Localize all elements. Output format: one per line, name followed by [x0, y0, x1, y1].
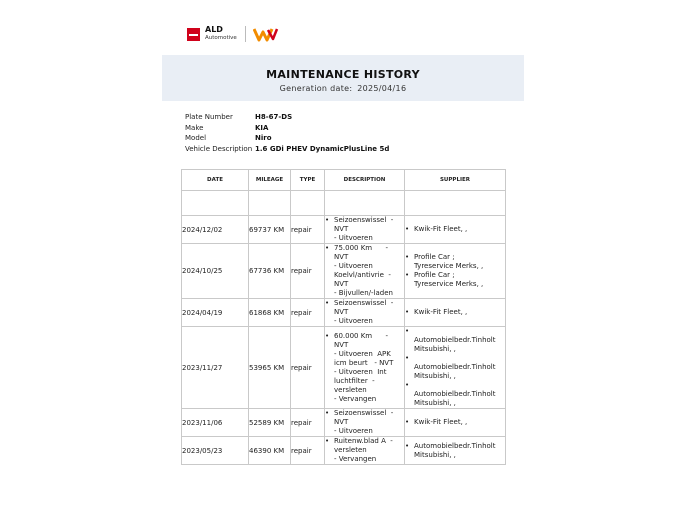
mileage-cell: 61868 KM — [249, 299, 291, 327]
supplier-cell — [405, 299, 506, 327]
supplier-item — [405, 418, 505, 427]
ald-subtitle: Automotive — [205, 35, 237, 41]
description-item — [325, 437, 404, 464]
table-row — [182, 437, 506, 465]
generation-date-line — [162, 84, 524, 93]
type-cell: repair — [291, 299, 325, 327]
supplier-item — [405, 327, 505, 354]
supplier-text: Automobielbedr.Tinholt Mitsubishi, , — [414, 363, 496, 380]
ald-logo-icon — [187, 28, 200, 41]
description-item — [325, 216, 404, 243]
description-text: Seizoenswissel - NVT - Uitvoeren — [334, 299, 394, 325]
w-brand-logo-icon — [253, 26, 279, 42]
supplier-item — [405, 354, 505, 381]
date-cell: 2023/05/23 — [182, 437, 249, 465]
empty-cell — [291, 191, 325, 216]
bullet-icon: • — [405, 327, 410, 335]
vehicle-info-value: KIA — [255, 123, 269, 132]
empty-cell — [325, 191, 405, 216]
date-cell: 2024/04/19 — [182, 299, 249, 327]
vehicle-info — [185, 112, 389, 154]
table-row — [182, 409, 506, 437]
vehicle-info-value: H8-67-DS — [255, 113, 293, 121]
supplier-text: Profile Car ; Tyreservice Merks, , — [414, 271, 484, 288]
supplier-cell — [405, 327, 506, 409]
logo-divider — [245, 26, 246, 42]
column-header-description: DESCRIPTION — [325, 170, 405, 191]
description-text: 75.000 Km - NVT - Uitvoeren Koelvl/antivrie - NVT - Bijvullen/-laden — [334, 244, 393, 297]
description-cell — [325, 244, 405, 299]
description-cell — [325, 216, 405, 244]
bullet-icon: • — [325, 299, 330, 307]
vehicle-info-value: 1.6 GDi PHEV DynamicPlusLine 5d — [255, 144, 390, 153]
supplier-item — [405, 308, 505, 317]
bullet-icon: • — [325, 409, 330, 417]
supplier-text: Automobielbedr.Tinholt Mitsubishi, , — [414, 441, 496, 459]
bullet-icon: • — [325, 244, 330, 252]
table-header-row — [182, 170, 506, 191]
table-row — [182, 299, 506, 327]
empty-cell — [405, 191, 506, 216]
description-text: Seizoenswissel - NVT - Uitvoeren — [334, 216, 394, 242]
type-cell: repair — [291, 244, 325, 299]
vehicle-info-row — [185, 133, 389, 144]
ald-logo-text — [205, 26, 237, 42]
date-cell: 2024/12/02 — [182, 216, 249, 244]
description-cell — [325, 299, 405, 327]
vehicle-info-label: Model — [185, 134, 207, 142]
type-cell: repair — [291, 327, 325, 409]
supplier-cell — [405, 216, 506, 244]
empty-cell — [249, 191, 291, 216]
bullet-icon: • — [405, 354, 410, 362]
maintenance-table — [181, 169, 506, 465]
supplier-item — [405, 271, 505, 289]
bullet-icon: • — [405, 381, 410, 389]
vehicle-info-label: Make — [185, 123, 204, 132]
column-header-date: DATE — [182, 170, 249, 191]
description-item — [325, 332, 404, 404]
supplier-item — [405, 225, 505, 234]
vehicle-info-label: Plate Number — [185, 113, 233, 121]
report-title: MAINTENANCE HISTORY — [266, 68, 420, 81]
description-cell — [325, 327, 405, 409]
table-row — [182, 327, 506, 409]
supplier-text: Kwik-Fit Fleet, , — [414, 418, 468, 426]
supplier-item — [405, 253, 505, 271]
supplier-text: Automobielbedr.Tinholt Mitsubishi, , — [414, 390, 496, 407]
date-cell: 2023/11/27 — [182, 327, 249, 409]
generation-date-label: Generation date: — [279, 84, 353, 93]
report-header — [162, 55, 524, 101]
mileage-cell: 67736 KM — [249, 244, 291, 299]
bullet-icon: • — [405, 308, 410, 316]
table-row — [182, 244, 506, 299]
supplier-cell — [405, 437, 506, 465]
vehicle-info-row — [185, 112, 389, 123]
type-cell: repair — [291, 437, 325, 465]
supplier-text: Kwik-Fit Fleet, , — [414, 308, 468, 316]
type-cell: repair — [291, 216, 325, 244]
supplier-cell — [405, 244, 506, 299]
description-text: Ruitenw.blad A - versleten - Vervangen — [334, 437, 393, 463]
brand-logos — [187, 25, 279, 43]
bullet-icon: • — [405, 441, 410, 450]
vehicle-info-value: Niro — [255, 134, 272, 142]
description-item — [325, 409, 404, 436]
description-cell — [325, 409, 405, 437]
bullet-icon: • — [405, 271, 410, 279]
column-header-mileage: MILEAGE — [249, 170, 291, 191]
description-item — [325, 299, 404, 326]
description-text: Seizoenswissel - NVT - Uitvoeren — [334, 409, 394, 435]
description-text: 60.000 Km - NVT - Uitvoeren APK icm beurt - NVT - Uitvoeren Int luchtfilter - versleten - Vervangen — [334, 331, 394, 403]
supplier-text: Profile Car ; Tyreservice Merks, , — [414, 253, 484, 270]
supplier-text: Automobielbedr.Tinholt Mitsubishi, , — [414, 336, 496, 353]
table-row — [182, 216, 506, 244]
bullet-icon: • — [325, 216, 330, 224]
vehicle-info-row — [185, 123, 389, 134]
vehicle-info-label: Vehicle Description — [185, 144, 253, 153]
generation-date-value: 2025/04/16 — [357, 84, 407, 93]
bullet-icon: • — [405, 225, 410, 233]
empty-cell — [182, 191, 249, 216]
bullet-icon: • — [325, 437, 330, 445]
supplier-item — [405, 381, 505, 408]
description-cell — [325, 437, 405, 465]
description-item — [325, 244, 404, 298]
bullet-icon: • — [325, 331, 330, 340]
bullet-icon: • — [405, 253, 410, 261]
supplier-cell — [405, 409, 506, 437]
bullet-icon: • — [405, 418, 410, 426]
mileage-cell: 46390 KM — [249, 437, 291, 465]
supplier-item — [405, 442, 505, 460]
mileage-cell: 69737 KM — [249, 216, 291, 244]
date-cell: 2023/11/06 — [182, 409, 249, 437]
date-cell: 2024/10/25 — [182, 244, 249, 299]
mileage-cell: 53965 KM — [249, 327, 291, 409]
mileage-cell: 52589 KM — [249, 409, 291, 437]
ald-name: ALD — [205, 25, 223, 34]
type-cell: repair — [291, 409, 325, 437]
empty-row — [182, 191, 506, 216]
column-header-supplier: SUPPLIER — [405, 170, 506, 191]
supplier-text: Kwik-Fit Fleet, , — [414, 225, 468, 233]
vehicle-info-row — [185, 144, 389, 155]
column-header-type: TYPE — [291, 170, 325, 191]
